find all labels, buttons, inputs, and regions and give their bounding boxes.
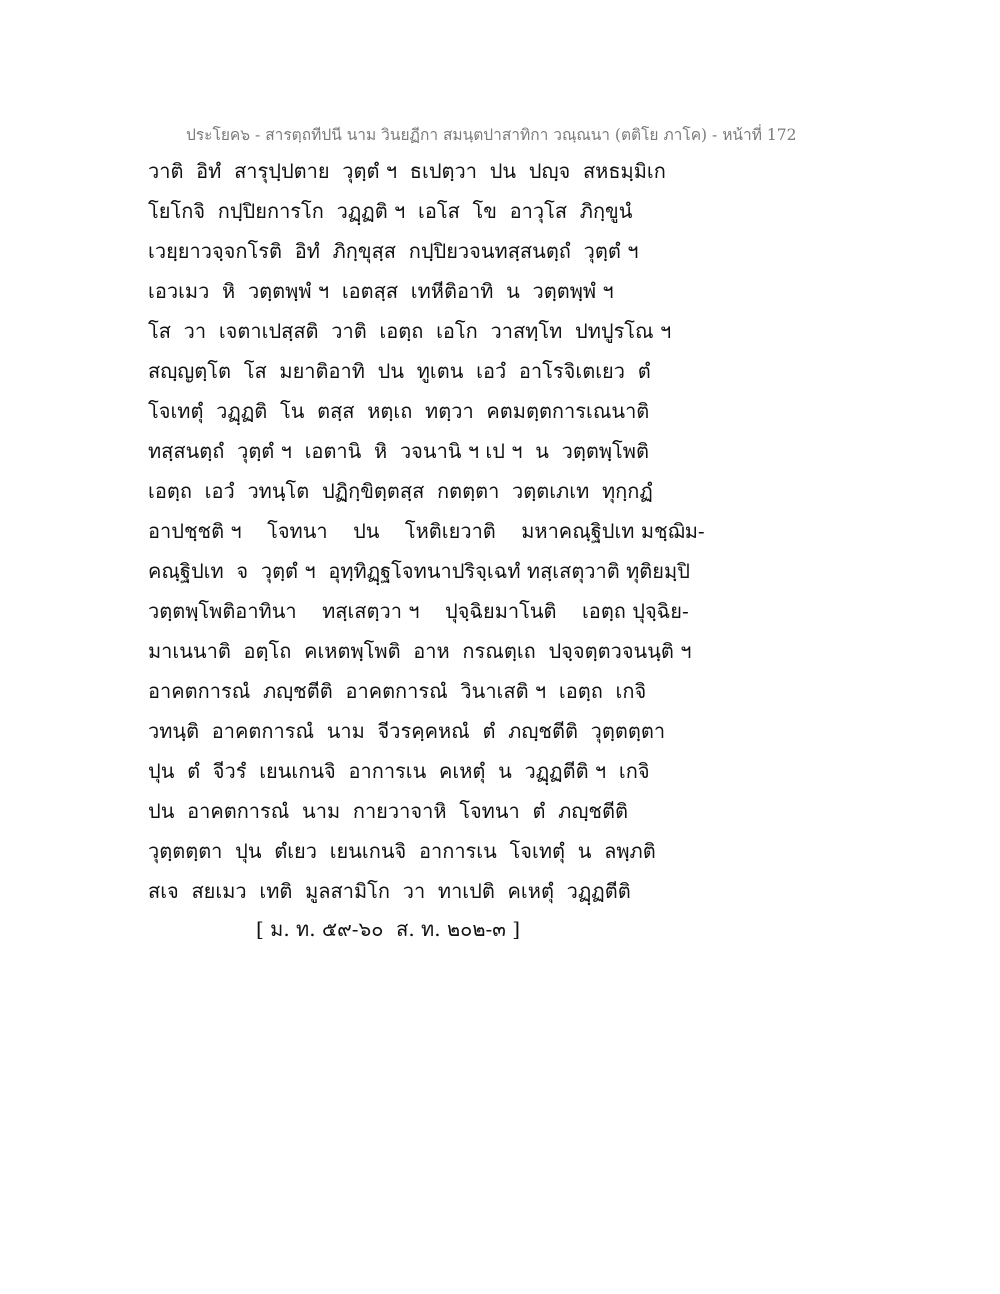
text-line: วุตฺตตฺตา ปุน ตํเยว เยนเกนจิ อาการเน โจเทตุํ น ลพฺภติ — [148, 839, 656, 863]
text-line: โจเทตุํ วฏฺฏติ โน ตสฺส หตฺเถ ทตฺวา คตมตฺตการเณนาติ — [148, 399, 650, 423]
text-line: เอวเมว หิ วตฺตพฺพํ ฯ เอตสฺส เทหีติอาทิ น วตฺตพฺพํ ฯ — [148, 279, 614, 303]
reference-citation: [ ม. ท. ๕๙-๖๐ ส. ท. ๒๐๒-๓ ] — [256, 917, 521, 941]
text-line: ทสฺสนตฺถํ วุตฺตํ ฯ เอตานิ หิ วจนานิ ฯ เป ฯ น วตฺตพฺโพติ — [148, 439, 649, 463]
text-line: โส วา เจตาเปสฺสติ วาติ เอตฺถ เอโก วาสทฺโท ปทปูรโณ ฯ — [148, 319, 672, 343]
text-line: อาปชฺชติ ฯ โจทนา ปน โหติเยวาติ มหาคณฺฐิปเท มชฺฌิม- — [148, 519, 705, 543]
text-line: มาเนนาติ อตฺโถ คเหตพฺโพติ อาห กรณตฺเถ ปจฺจตฺตวจนนฺติ ฯ — [148, 639, 692, 663]
text-line: โยโกจิ กปฺปิยการโก วฏฺฏติ ฯ เอโส โข อาวุโส ภิกฺขูนํ — [148, 199, 633, 223]
text-line: สเจ สยเมว เทติ มูลสามิโก วา ทาเปติ คเหตุํ วฏฺฏตีติ — [148, 879, 631, 903]
text-line: อาคตการณํ ภญฺชตีติ อาคตการณํ วินาเสติ ฯ เอตฺถ เกจิ — [148, 679, 647, 703]
text-line: ปน อาคตการณํ นาม กายวาจาหิ โจทนา ตํ ภญฺชตีติ — [148, 799, 628, 823]
text-line: สญฺญตฺโต โส มยาติอาทิ ปน ทูเตน เอวํ อาโรจิเตเยว ตํ — [148, 359, 651, 383]
text-line: วาติ อิทํ สารุปฺปตาย วุตฺตํ ฯ ธเปตฺวา ปน ปญฺจ สหธมฺมิเก — [148, 159, 666, 183]
text-line: เอตฺถ เอวํ วทนฺโต ปฏิกฺขิตฺตสฺส กตตฺตา วตฺตเภเท ทุกฺกฏํ — [148, 479, 653, 503]
text-line: คณฺฐิปเท จ วุตฺตํ ฯ อุทฺทิฏฺฐโจทนาปริจฺเฉทํ ทสฺเสตุวาติ ทุติยมฺปิ — [148, 559, 690, 583]
text-line: วตฺตพฺโพติอาทินา ทสฺเสตฺวา ฯ ปุจฺฉิยมาโนติ เอตฺถ ปุจฺฉิย- — [148, 599, 689, 623]
text-line: วทนฺติ อาคตการณํ นาม จีวรคฺคหณํ ตํ ภญฺชตีติ วุตฺตตฺตา — [148, 719, 666, 743]
page-header: ประโยค๖ - สารตฺถทีปนี นาม วินยฏีกา สมนฺตปาสาทิกา วณฺณนา (ตติโย ภาโค) - หน้าที่ 172 — [186, 126, 797, 144]
text-line: ปุน ตํ จีวรํ เยนเกนจิ อาการเน คเหตุํ น วฏฺฏตีติ ฯ เกจิ — [148, 759, 650, 783]
text-line: เวยฺยาวจฺจกโรติ อิทํ ภิกฺขุสฺส กปฺปิยวจนทสฺสนตฺถํ วุตฺตํ ฯ — [148, 239, 639, 263]
